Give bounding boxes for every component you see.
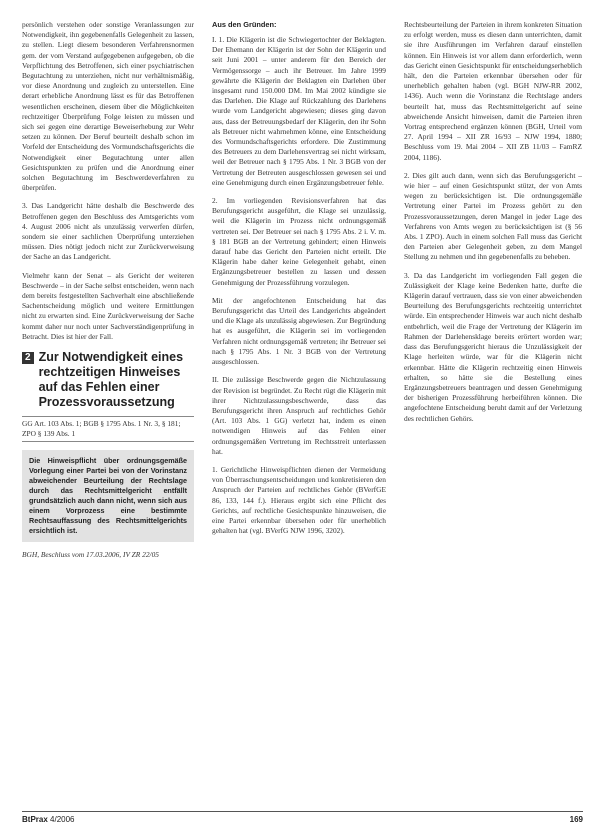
body-paragraph: 3. Da das Landgericht im vorliegenden Fall gegen die Zulässigkeit der Klage keine Bedenken hatte, durfte die Klägerin darauf vertrauen, dass sie von einer abweichenden Beurteilung des Berufungsgerichts rechtzeitig unterrichtet würde. Ein entsprechender Hinweis war auch nicht deshalb entbehrlich, weil die Frage der Vertretung der Klägerin im Rahmen der Darlehensklage bereits erörtert worden war; dass das Berufungsgericht hieraus die Unzulässigkeit der Klage herleiten würde, war für die Klägerin nicht erkennbar. Hätte die Klägerin rechtzeitig einen Hinweis erhalten, so hätte sie die Bestellung eines Ergänzungsbetreuers beantragen und dessen Genehmigung der bisherigen Prozessführung herbeiführen können. Die angefochtene Entscheidung beruht damit auf der Verletzung des rechtlichen Gehörs. (404, 270, 582, 423)
journal-issue: 4/2006 (50, 815, 75, 824)
body-paragraph: 2. Im vorliegenden Revisionsverfahren hat das Berufungsgericht ausgeführt, die Klage sei unzulässig, weil die Klägerin im Prozess nicht ordnungsgemäß vertreten sei. Der Betreuer sei nach § 1795 Abs. 2 i. V. m. § 181 BGB an der Vertretung gehindert; einen Hinweis darauf habe das Gericht den Parteien nicht erteilt. Die Klägerin habe daher keine Gelegenheit gehabt, einen Ergänzungsbetreuer bestellen zu lassen und dessen Genehmigung der Prozessführung vorzulegen. (212, 196, 386, 287)
chapter-number-badge: 2 (22, 352, 34, 364)
section-heading: Aus den Gründen: (212, 20, 277, 29)
body-paragraph: I. 1. Die Klägerin ist die Schwiegertochter der Beklagten. Der Ehemann der Klägerin ist der Sohn der Klägerin und seit Juni 2001 – unter anderem für den Bereich der Vermögenssorge – auch ihr Betreuer. Im Jahre 1999 gewährte die Klägerin der Beklagten ein Darlehen über insgesamt rund 150.000 DM. Im Mai 2002 kündigte sie das Darlehen. Die Klage auf Rückzahlung des Darlehens wurde vom Landgericht abgewiesen; dieses ging davon aus, dass der Betreuungsbedarf der Klägerin, den ihr Sohn als Betreuer nicht wahrnehmen könne, eine Entscheidung des Vormundschaftsgerichts erfordere. Die Zustimmung des Betreuers zu dem Darlehensvertrag sei nicht wirksam, weil der Betreuer nach § 1795 Abs. 1 Nr. 3 BGB von der Vertretung der Betreuten ausgeschlossen gewesen sei und eine Genehmigung durch einen Ergänzungsbetreuer fehle. (212, 35, 386, 187)
body-paragraph: 3. Das Landgericht hätte deshalb die Beschwerde des Betroffenen gegen den Beschluss des Amtsgerichts vom 4. August 2006 nicht als unzulässig verwerfen dürfen, sondern sie einer sachlichen Überprüfung unterziehen müssen. Dies nötigt jedoch nicht zur Zurückverweisung der Sache an das Landgericht. (22, 201, 194, 262)
footer-journal (22, 815, 75, 824)
headnote-box: Die Hinweispflicht über ordnungsgemäße Vorlegung einer Partei bei von der Vorinstanz abweichender Beurteilung der Rechtslage durch das Rechtsmittelgericht entfällt grundsätzlich auch dann nicht, wenn sich aus einem Vorprozess eine bestimmte Rechtsauffassung des Rechtsmittelgerichts ersichtlich ist. (22, 450, 194, 542)
footer-rule (22, 811, 583, 812)
chapter-title: Zur Notwendigkeit eines rechtzeitigen Hinweises auf das Fehlen einer Prozessvoraussetzung (38, 350, 184, 410)
statute-references: GG Art. 103 Abs. 1; BGB § 1795 Abs. 1 Nr. 3, § 181; ZPO § 139 Abs. 1 (22, 416, 194, 442)
body-paragraph: Vielmehr kann der Senat – als Gericht der weiteren Beschwerde – in der Sache selbst entscheiden, wenn nach dem bereits festgestellten Sachverhalt eine abschließende Sachentscheidung möglich und weitere Ermittlungen nicht zu erwarten sind. Eine Zurückverweisung der Sache kommt daher nur noch unter Sachverständigenprüfung in Betracht. Dies ist hier der Fall. (22, 270, 194, 341)
body-paragraph: 1. Gerichtliche Hinweispflichten dienen der Vermeidung von Überraschungsentscheidungen und konkretisieren den Anspruch der Parteien auf rechtliches Gehör (BVerfGE 86, 133, 144 f.). Hieraus ergibt sich eine Pflicht des Gerichts, auf rechtliche Gesichtspunkte hinzuweisen, die eine Partei erkennbar übersehen oder für unerheblich gehalten hat (vgl. BVerfG NJW 1996, 3202). (212, 464, 386, 536)
journal-name: BtPrax (22, 815, 48, 824)
chapter-heading (22, 350, 194, 410)
court-citation: BGH, Beschluss vom 17.03.2006, IV ZR 22/05 (22, 550, 159, 560)
page-number: 169 (569, 815, 583, 824)
body-paragraph: Rechtsbeurteilung der Parteien in ihrem konkreten Situation zu erfolgt werden, muss es diesen dann unterrichten, damit sie ihre Ausführungen im Verfahren darauf einstellen können. Ein Hinweis ist vor allem dann erforderlich, wenn das Gericht einen Gesichtspunkt für entscheidungserheblich hält, den die Parteien erkennbar übersehen oder für unerheblich gehalten haben (vgl. BGH NJW-RR 2002, 1436). Auch wenn die Vorinstanz die Rechtslage anders beurteilt hat, muss das Rechtsmittelgericht auf seine abweichende Ansicht hinweisen, damit die Parteien ihren Vortrag entsprechend ergänzen können (BGH, Urteil vom 27. April 1994 – XII ZR 16/93 – NJW 1994, 1880; Beschluss vom 19. Mai 2004 – XII ZB 11/03 – FamRZ 2004, 1186). (404, 20, 582, 162)
column-right (404, 20, 582, 802)
body-paragraph: 2. Dies gilt auch dann, wenn sich das Berufungsgericht – wie hier – auf einen Gesichtspunkt stützt, der von Amts wegen zu berücksichtigen ist. Die ordnungsgemäße Vertretung einer Partei im Prozess gehört zu den Prozessvoraussetzungen, deren Mangel in jeder Lage des Verfahrens von Amts wegen zu berücksichtigen ist (§ 56 Abs. 1 ZPO). Auch in einem solchen Fall muss das Gericht den Parteien aber Gelegenheit geben, zu dem Mangel Stellung zu nehmen und ihn gegebenenfalls zu beheben. (404, 170, 582, 262)
body-paragraph: Mit der angefochtenen Entscheidung hat das Berufungsgericht das Urteil des Landgerichts abgeändert und die Klage als unzulässig abgewiesen. Zur Begründung hat es ausgeführt, die Klägerin sei im vorliegenden Verfahren nicht ordnungsgemäß vertreten; ihr Betreuer sei nach § 1795 Abs. 1 Nr. 3 BGB von der Vertretung ausgeschlossen. (212, 295, 386, 367)
column-middle (212, 20, 386, 802)
body-paragraph: persönlich verstehen oder sonstige Veranlassungen zur Notwendigkeit, ihn gegebenenfalls Gelegenheit zu lassen, zu stellen. Liegt diesem besonderen Verfahrensnormen gem. der vom Verstand aufgegebenen aufgegeben, ob die Verpflichtung des Betroffenen, sich einer psychiatrischen Begutachtung zu unterziehen, nicht nur verhältnismäßig, vor diese Anordnung und zugleich zu unterstellen. Eine derart erhebliche Anordnung lässt es für das Betroffenen wesentlichen erscheinen, diesem über die Möglichkeiten rechtzeitiger Überprüfung Folge leisten zu müssen und sich sei gegen eine derartige Beweiserhebung zur Wehr setzen zu können. Der Beruf beurteilt deshalb schon im Vorfeld der Entscheidung des Vormundschaftsgerichts die Notwendigkeit einer Begutachtung unter allen Gesichtspunkten zu prüfen und die Anordnung einer solchen Begutachtung im Beschwerdeverfahren zu überprüfen. (22, 20, 194, 193)
column-left (22, 20, 194, 802)
body-paragraph: II. Die zulässige Beschwerde gegen die Nichtzulassung der Revision ist begründet. Zu Recht rügt die Klägerin mit ihrer Nichtzulassungsbeschwerde, dass das Berufungsgericht ihren Anspruch auf rechtliches Gehör (Art. 103 Abs. 1 GG) verletzt hat, indem es einen notwendigen Hinweis auf das Fehlen einer ordnungsgemäßen Vertretung im Rechtsstreit unterlassen hat. (212, 375, 386, 456)
